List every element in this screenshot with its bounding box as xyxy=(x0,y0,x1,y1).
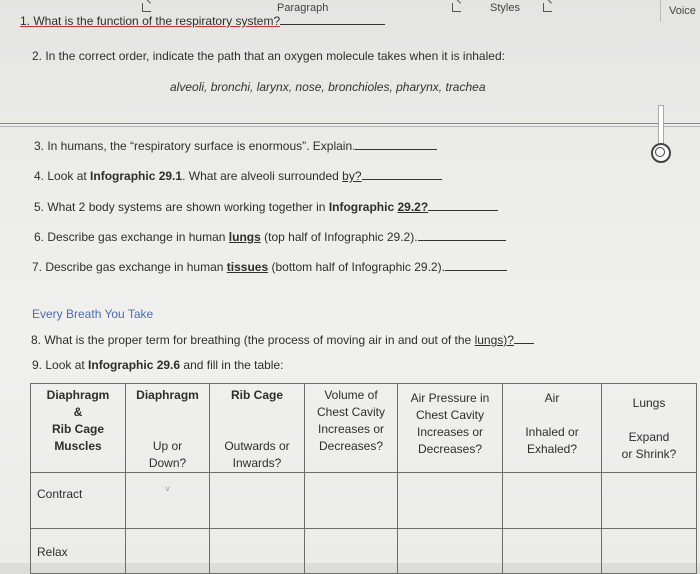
header-volume-chest-cavity: Volume of Chest Cavity Increases or Decreases? xyxy=(305,384,398,473)
cell-contract-rib-cage[interactable] xyxy=(210,473,305,529)
breathing-table xyxy=(30,383,697,574)
font-dialog-launcher-icon[interactable] xyxy=(142,3,151,12)
cell-relax-air-pressure[interactable] xyxy=(398,529,503,574)
divider-line xyxy=(0,123,700,124)
header-rib-cage: Rib Cage Outwards or Inwards? xyxy=(210,384,305,473)
cell-contract-air[interactable] xyxy=(503,473,602,529)
table-row-relax xyxy=(31,529,697,574)
row-label-relax: Relax xyxy=(31,529,126,574)
cell-contract-diaphragm[interactable]: ᵛ xyxy=(126,473,210,529)
cell-relax-rib-cage[interactable] xyxy=(210,529,305,574)
styles-group-label: Styles xyxy=(490,2,520,14)
section-heading: Every Breath You Take xyxy=(32,307,154,321)
question-4: 4. Look at Infographic 29.1. What are alveoli surrounded by? xyxy=(34,169,442,183)
row-label-contract: Contract xyxy=(31,473,126,529)
question-1: 1. What is the function of the respiratory system? xyxy=(20,14,385,28)
header-air-pressure: Air Pressure in Chest Cavity Increases or Decreases? xyxy=(398,384,503,473)
binder-pin-icon xyxy=(650,105,670,165)
question-7: 7. Describe gas exchange in human tissues (bottom half of Infographic 29.2). xyxy=(32,260,507,274)
question-6: 6. Describe gas exchange in human lungs (top half of Infographic 29.2). xyxy=(34,230,506,244)
question-5: 5. What 2 body systems are shown working together in Infographic 29.2? xyxy=(34,200,498,214)
voice-group[interactable] xyxy=(660,0,700,22)
cell-relax-air[interactable] xyxy=(503,529,602,574)
cell-contract-lungs[interactable] xyxy=(602,473,697,529)
header-diaphragm: Diaphragm Up or Down? xyxy=(126,384,210,473)
question-2: 2. In the correct order, indicate the path that an oxygen molecule takes when it is inhaled: xyxy=(32,49,505,63)
question-9: 9. Look at Infographic 29.6 and fill in the table: xyxy=(32,358,284,372)
header-diaphragm-rib-cage-muscles: Diaphragm & Rib Cage Muscles xyxy=(31,384,126,473)
header-air: Air Inhaled or Exhaled? xyxy=(503,384,602,473)
question-2-word-list: alveoli, bronchi, larynx, nose, bronchioles, pharynx, trachea xyxy=(170,80,486,94)
cell-relax-diaphragm[interactable] xyxy=(126,529,210,574)
cell-relax-lungs[interactable] xyxy=(602,529,697,574)
styles-dialog-launcher-icon[interactable] xyxy=(543,3,552,12)
divider-line-shadow xyxy=(0,126,700,127)
table-row-contract xyxy=(31,473,697,529)
cell-contract-volume[interactable] xyxy=(305,473,398,529)
question-8: 8. What is the proper term for breathing (the process of moving air in and out of the lungs)? xyxy=(31,333,534,347)
paragraph-dialog-launcher-icon[interactable] xyxy=(452,3,461,12)
cell-relax-volume[interactable] xyxy=(305,529,398,574)
paragraph-group-label: Paragraph xyxy=(277,2,329,14)
question-3: 3. In humans, the “respiratory surface is enormous”. Explain. xyxy=(34,139,437,153)
ribbon-toolbar xyxy=(0,0,700,14)
cell-contract-air-pressure[interactable] xyxy=(398,473,503,529)
voice-label: Voice xyxy=(669,5,696,17)
table-header-row xyxy=(31,384,697,473)
header-lungs: Lungs Expand or Shrink? xyxy=(602,384,697,473)
